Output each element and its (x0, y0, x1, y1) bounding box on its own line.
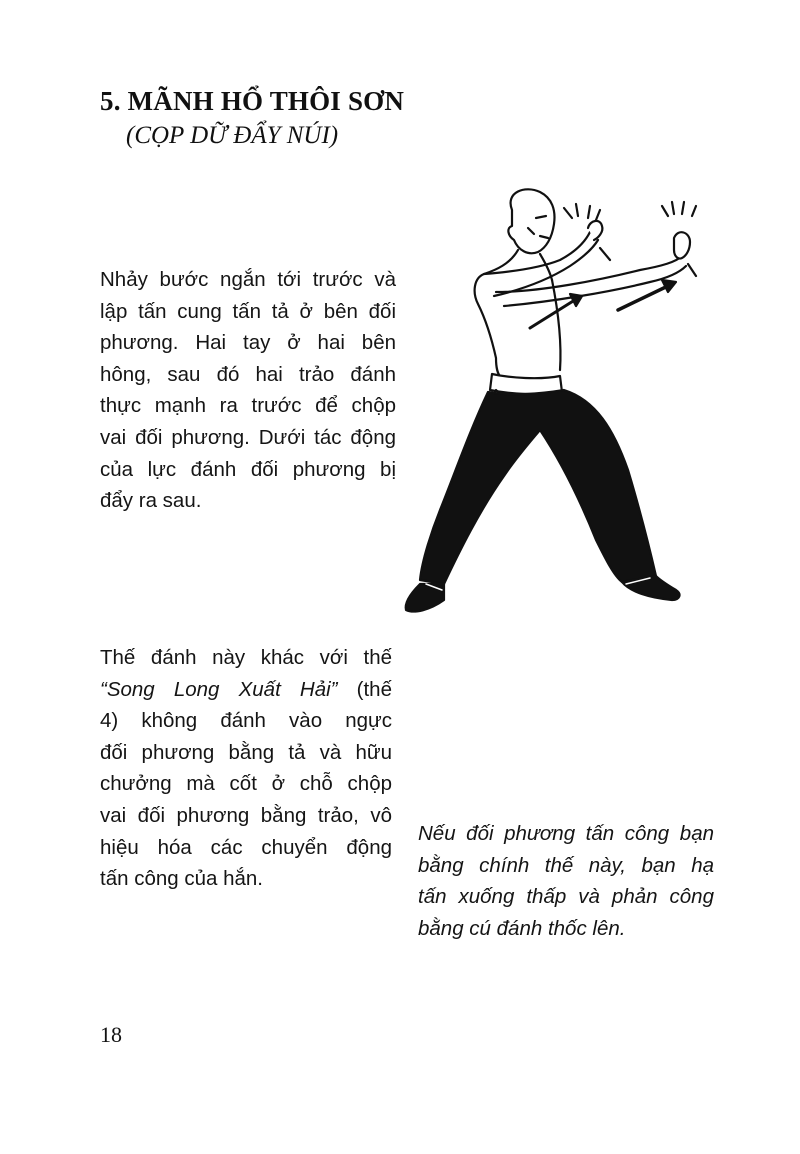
text-line: vai đối phương bằng trảo, vô (100, 803, 392, 827)
text-fragment: (thế (337, 677, 392, 701)
text-line: vai đối phương. Dưới tác động (100, 425, 396, 449)
text-line: bằng chính thế này, bạn hạ (418, 853, 714, 877)
section-subtitle: (CỌP DỮ ĐẨY NÚI) (126, 122, 339, 149)
text-line: đẩy ra sau. (100, 489, 202, 513)
text-line: hiệu hóa các chuyển động (100, 835, 392, 859)
text-line: chưởng mà cốt ở chỗ chộp (100, 772, 392, 796)
text-line: Nhảy bước ngắn tới trước và (100, 268, 396, 291)
text-line: đối phương bằng tả và hữu (100, 740, 392, 764)
text-line: của lực đánh đối phương bị (100, 457, 396, 481)
text-line: tấn công của hắn. (100, 867, 263, 891)
text-line-mixed (100, 674, 392, 706)
text-line: phương. Hai tay ở hai bên (100, 331, 396, 355)
martial-artist-illustration (400, 180, 730, 630)
text-line: lập tấn cung tấn tả ở bên đối (100, 299, 396, 323)
text-line: Thế đánh này khác với thế (100, 646, 392, 669)
paragraph-comparison (100, 642, 392, 895)
text-line: hông, sau đó hai trảo đánh (100, 362, 396, 386)
text-line: bằng cú đánh thốc lên. (418, 916, 626, 940)
paragraph-counter-tip (418, 818, 714, 944)
paragraph-technique-description (100, 264, 396, 517)
text-line: 4) không đánh vào ngực (100, 709, 392, 733)
text-line: Nếu đối phương tấn công bạn (418, 822, 714, 845)
page-number: 18 (100, 1022, 122, 1047)
text-line: tấn xuống thấp và phản công (418, 885, 714, 909)
text-line: thực mạnh ra trước để chộp (100, 394, 396, 418)
section-title: 5. MÃNH HỔ THÔI SƠN (100, 86, 405, 116)
technique-name-italic: “Song Long Xuất Hải” (100, 677, 338, 701)
